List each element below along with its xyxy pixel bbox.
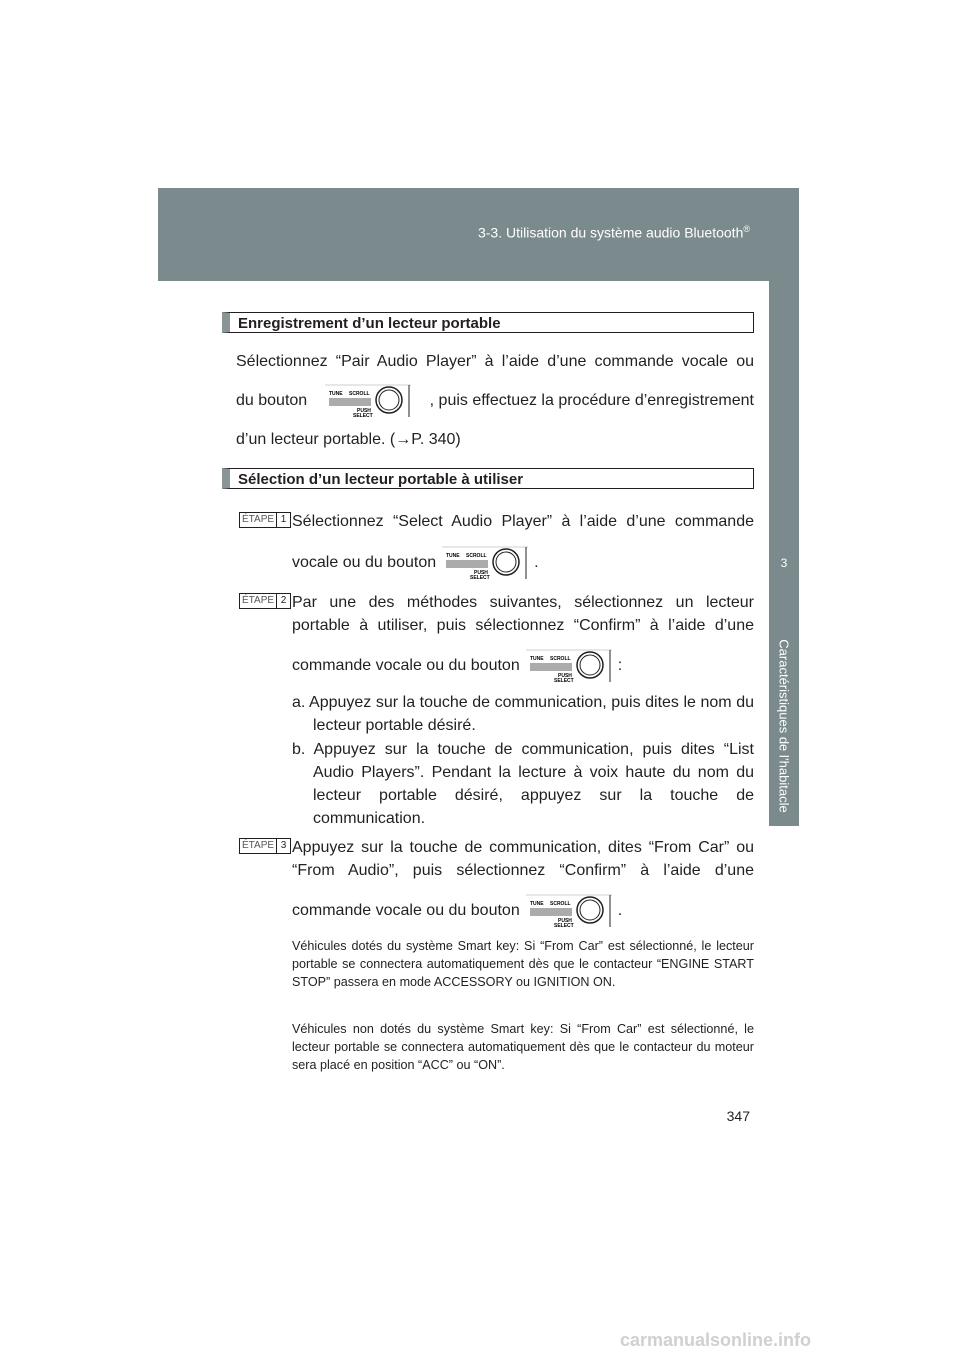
step-line: Par une des méthodes suivantes, sélectionnez un lecteur <box>292 594 754 611</box>
section-title: 3-3. Utilisation du système audio Bluetooth® <box>477 224 750 241</box>
note-smart-key: Véhicules dotés du système Smart key: Si “From Car” est sélectionné, le lecteur portable se connectera automatiquement dès que le contacteur “ENGINE START STOP” passera en mode ACCESSORY ou IGNITION ON. <box>292 939 754 989</box>
step-badge <box>239 838 291 854</box>
step-line <box>292 543 539 581</box>
text-fragment: . <box>617 901 623 919</box>
svg-text:PUSH: PUSH <box>557 673 572 679</box>
svg-text:SCROLL: SCROLL <box>466 553 487 559</box>
option-a: a. Appuyez sur la touche de communication, puis dites le nom du lecteur portable désiré. <box>292 694 754 734</box>
svg-text:TUNE: TUNE <box>329 391 344 397</box>
step-line <box>292 891 622 929</box>
svg-text:SCROLL: SCROLL <box>549 901 571 907</box>
side-tab-number: 3 <box>780 556 788 570</box>
side-tab-label: Caractéristiques de l’habitacle <box>776 639 792 813</box>
svg-text:TUNE: TUNE <box>446 553 460 559</box>
svg-text:SELECT: SELECT <box>470 575 490 581</box>
knob-slot <box>442 543 528 581</box>
step-badge-label: ÉTAPE <box>240 594 277 608</box>
paragraph-line: Sélectionnez “Pair Audio Player” à l’aide d’une commande vocale ou <box>236 353 754 370</box>
svg-text:TUNE: TUNE <box>529 901 544 907</box>
section-heading-select: Sélection d’un lecteur portable à utiliser <box>222 468 754 489</box>
step-badge-number: 1 <box>280 514 287 525</box>
svg-text:PUSH: PUSH <box>557 918 572 924</box>
step-line: portable à utiliser, puis sélectionnez “Confirm” à l’aide d’une <box>292 617 754 634</box>
svg-text:TUNE: TUNE <box>529 656 544 662</box>
knob-slot <box>325 381 411 419</box>
knob-slot <box>526 646 612 684</box>
page-number: 347 <box>726 1108 750 1124</box>
step-line <box>292 646 622 684</box>
paragraph-line <box>236 381 754 419</box>
step-line: “From Audio”, puis sélectionnez “Confirm” à l’aide d’une <box>292 862 754 879</box>
step-badge-label: ÉTAPE <box>240 513 277 527</box>
tune-scroll-knob-icon <box>526 891 612 929</box>
text-fragment: , puis effectuez la procédure d’enregistrement <box>429 391 754 409</box>
step-badge-number: 2 <box>280 595 287 606</box>
step-line: Sélectionnez “Select Audio Player” à l’aide d’une commande <box>292 513 754 530</box>
tune-scroll-knob-icon <box>325 381 411 419</box>
text-fragment: commande vocale ou du bouton <box>292 901 520 919</box>
step-badge-label: ÉTAPE <box>240 839 277 853</box>
text-fragment: commande vocale ou du bouton <box>292 656 520 674</box>
section-heading-register: Enregistrement d’un lecteur portable <box>222 312 754 333</box>
paragraph-line: d’un lecteur portable. (→P. 340) <box>236 431 461 448</box>
footer-watermark: carmanualsonline.info <box>620 1330 812 1350</box>
text-fragment: vocale ou du bouton <box>292 553 437 571</box>
step-badge-number: 3 <box>280 840 287 851</box>
note-no-smart-key: Véhicules non dotés du système Smart key: Si “From Car” est sélectionné, le lecteur portable se connectera automatiquement dès que le contacteur du moteur sera placé en position “ACC” ou “ON”. <box>292 1022 754 1072</box>
side-tab <box>769 280 799 536</box>
svg-text:SCROLL: SCROLL <box>549 656 571 662</box>
tune-scroll-knob-icon <box>526 646 612 684</box>
tune-scroll-knob-icon <box>442 543 528 581</box>
svg-text:PUSH: PUSH <box>474 570 489 576</box>
text-fragment: : <box>617 656 623 674</box>
svg-text:SELECT: SELECT <box>553 678 574 684</box>
option-b: b. Appuyez sur la touche de communication, puis dites “List Audio Players”. Pendant la lecture à voix haute du nom du lecteur portable désiré, appuyez sur la touche de communication. <box>292 741 754 827</box>
step-line: Appuyez sur la touche de communication, dites “From Car” ou <box>292 839 754 856</box>
svg-text:SELECT: SELECT <box>553 923 574 929</box>
step-badge <box>239 593 291 609</box>
svg-text:SELECT: SELECT <box>353 413 374 419</box>
svg-text:PUSH: PUSH <box>357 408 372 414</box>
text-fragment: . <box>534 553 539 571</box>
step-badge <box>239 512 291 528</box>
svg-text:SCROLL: SCROLL <box>349 391 370 397</box>
knob-slot <box>526 891 612 929</box>
text-fragment: du bouton <box>236 391 308 409</box>
